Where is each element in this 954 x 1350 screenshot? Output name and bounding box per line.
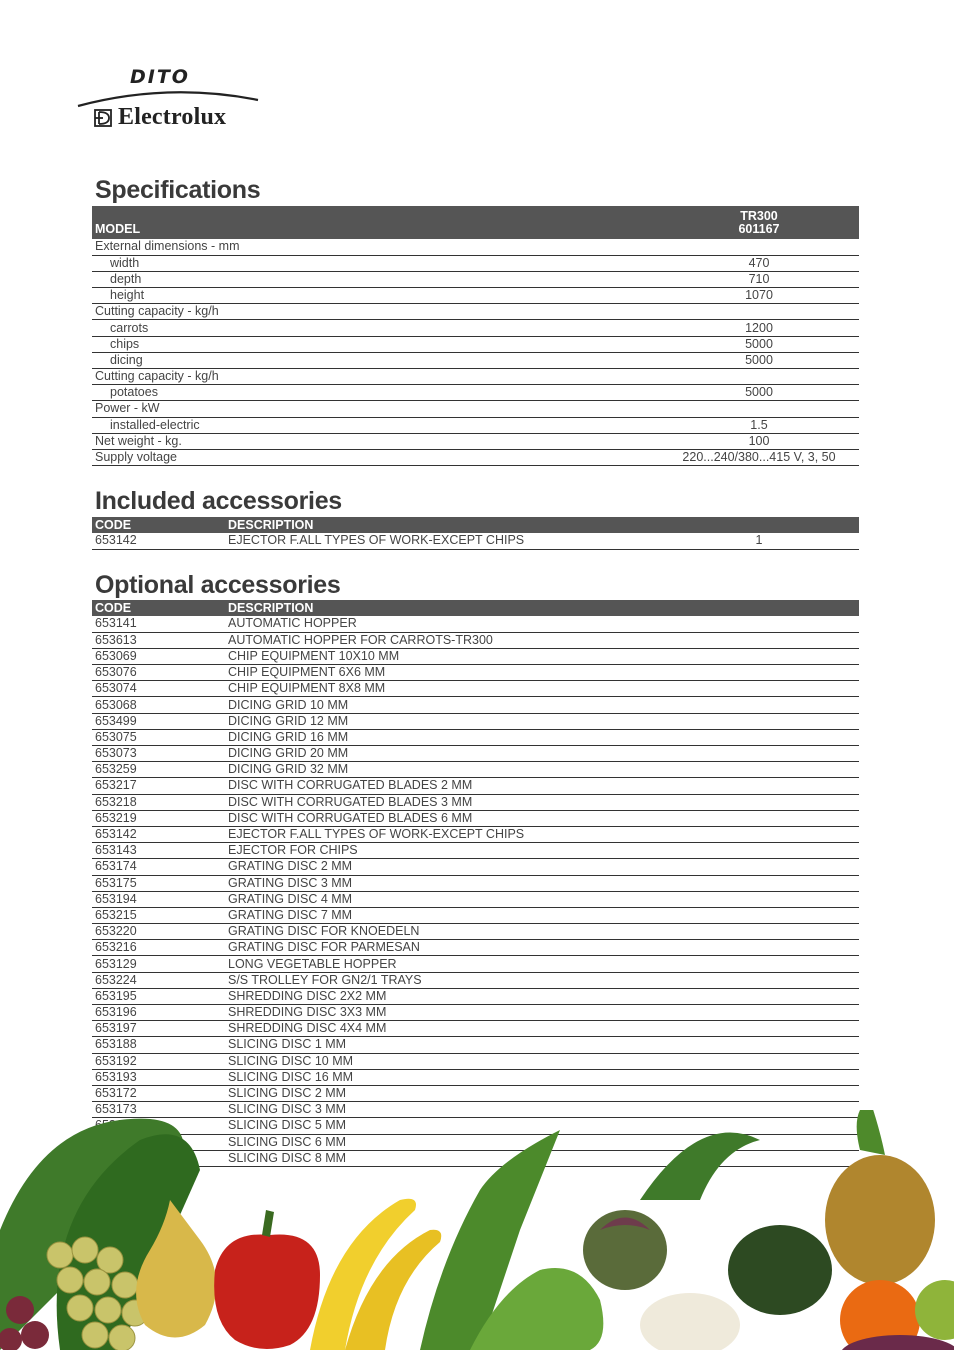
accessory-code: 653143 xyxy=(92,843,225,859)
accessory-description: DISC WITH CORRUGATED BLADES 6 MM xyxy=(225,810,859,826)
spec-value: 5000 xyxy=(659,385,859,401)
accessory-code: 653188 xyxy=(92,1037,225,1053)
model-code: 601167 xyxy=(738,222,780,236)
table-header xyxy=(92,517,859,533)
table-row xyxy=(92,940,859,956)
table-row xyxy=(92,1069,859,1085)
spec-value: 710 xyxy=(659,271,859,287)
accessory-description: SLICING DISC 5 MM xyxy=(225,1118,859,1134)
accessory-description: SHREDDING DISC 3X3 MM xyxy=(225,1005,859,1021)
spec-row xyxy=(92,239,859,255)
accessory-description: DICING GRID 10 MM xyxy=(225,697,859,713)
accessory-code: 653224 xyxy=(92,972,225,988)
included-accessories-title: Included accessories xyxy=(95,487,342,515)
spec-row xyxy=(92,255,859,271)
spec-value: 100 xyxy=(659,433,859,449)
accessory-description: AUTOMATIC HOPPER xyxy=(225,616,859,632)
accessory-description: SLICING DISC 2 MM xyxy=(225,1085,859,1101)
accessory-code: 653220 xyxy=(92,924,225,940)
accessory-description: SLICING DISC 1 MM xyxy=(225,1037,859,1053)
accessory-description: GRATING DISC 4 MM xyxy=(225,891,859,907)
spec-row xyxy=(92,369,859,385)
table-row xyxy=(92,859,859,875)
model-value-header xyxy=(659,206,859,239)
accessory-description: GRATING DISC 7 MM xyxy=(225,907,859,923)
accessory-code: 653142 xyxy=(92,533,225,549)
accessory-code: 653073 xyxy=(92,746,225,762)
spec-row xyxy=(92,433,859,449)
spec-row xyxy=(92,401,859,417)
description-column-header: DESCRIPTION xyxy=(228,601,314,615)
spec-value: 220...240/380...415 V, 3, 50 xyxy=(659,449,859,465)
model-column-header: MODEL xyxy=(95,222,141,236)
table-header xyxy=(92,600,859,616)
accessory-description: DISC WITH CORRUGATED BLADES 3 MM xyxy=(225,794,859,810)
table-row xyxy=(92,1037,859,1053)
accessory-code: 653259 xyxy=(92,762,225,778)
accessory-description: GRATING DISC 2 MM xyxy=(225,859,859,875)
spec-row xyxy=(92,271,859,287)
accessory-code: 653074 xyxy=(92,681,225,697)
electrolux-symbol-icon xyxy=(94,109,112,127)
table-row xyxy=(92,972,859,988)
accessory-description: DICING GRID 16 MM xyxy=(225,729,859,745)
accessory-description: DISC WITH CORRUGATED BLADES 2 MM xyxy=(225,778,859,794)
accessory-description: GRATING DISC FOR PARMESAN xyxy=(225,940,859,956)
accessory-code: 653172 xyxy=(92,1085,225,1101)
table-row xyxy=(92,1005,859,1021)
table-row xyxy=(92,681,859,697)
table-row xyxy=(92,746,859,762)
accessory-code: 653175 xyxy=(92,875,225,891)
specifications-title: Specifications xyxy=(95,176,261,204)
optional-accessories-table xyxy=(92,600,859,1167)
code-column-header: CODE xyxy=(95,518,132,532)
table-row xyxy=(92,988,859,1004)
optional-accessories-body xyxy=(92,616,859,1166)
accessory-code: 653076 xyxy=(92,665,225,681)
included-accessories-body xyxy=(92,533,859,549)
table-row xyxy=(92,762,859,778)
code-column-header: CODE xyxy=(95,601,132,615)
table-row xyxy=(92,665,859,681)
spec-label: Power - kW xyxy=(92,401,659,417)
table-row xyxy=(92,924,859,940)
brand-logo xyxy=(76,66,260,132)
spec-value: 1200 xyxy=(659,320,859,336)
accessory-code: 653219 xyxy=(92,810,225,826)
accessory-code: 653069 xyxy=(92,648,225,664)
accessory-code: 653174 xyxy=(92,859,225,875)
spec-label: chips xyxy=(92,336,659,352)
spec-value: 1.5 xyxy=(659,417,859,433)
accessory-code: 653173 xyxy=(92,1102,225,1118)
table-row xyxy=(92,697,859,713)
spec-value: 5000 xyxy=(659,352,859,368)
table-row xyxy=(92,956,859,972)
spec-value xyxy=(659,401,859,417)
spec-label: Net weight - kg. xyxy=(92,433,659,449)
accessory-description: SLICING DISC 6 MM xyxy=(225,1134,859,1150)
accessory-description: DICING GRID 12 MM xyxy=(225,713,859,729)
spec-label: dicing xyxy=(92,352,659,368)
accessory-description: SLICING DISC 8 MM xyxy=(225,1150,859,1166)
table-header xyxy=(92,206,859,239)
accessory-description: CHIP EQUIPMENT 6X6 MM xyxy=(225,665,859,681)
table-row xyxy=(92,1021,859,1037)
accessory-description: SLICING DISC 3 MM xyxy=(225,1102,859,1118)
accessory-description: CHIP EQUIPMENT 8X8 MM xyxy=(225,681,859,697)
accessory-code: 653195 xyxy=(92,988,225,1004)
spec-row xyxy=(92,352,859,368)
accessory-description: SHREDDING DISC 2X2 MM xyxy=(225,988,859,1004)
accessory-code: 653192 xyxy=(92,1053,225,1069)
accessory-code: 653194 xyxy=(92,891,225,907)
accessory-description: EJECTOR F.ALL TYPES OF WORK-EXCEPT CHIPS xyxy=(225,826,859,842)
accessory-description: EJECTOR FOR CHIPS xyxy=(225,843,859,859)
accessory-code: 653068 xyxy=(92,697,225,713)
accessory-code: 653218 xyxy=(92,794,225,810)
accessory-description: SLICING DISC 10 MM xyxy=(225,1053,859,1069)
accessory-code: 653215 xyxy=(92,907,225,923)
accessory-description: EJECTOR F.ALL TYPES OF WORK-EXCEPT CHIPS xyxy=(225,533,659,549)
accessory-code: 653499 xyxy=(92,713,225,729)
vegetables-banner-image xyxy=(0,1110,954,1350)
accessory-description: SLICING DISC 16 MM xyxy=(225,1069,859,1085)
accessory-description: S/S TROLLEY FOR GN2/1 TRAYS xyxy=(225,972,859,988)
accessory-code: 653217 xyxy=(92,778,225,794)
accessory-description: SHREDDING DISC 4X4 MM xyxy=(225,1021,859,1037)
accessory-description: DICING GRID 20 MM xyxy=(225,746,859,762)
spec-label: installed-electric xyxy=(92,417,659,433)
spec-row xyxy=(92,320,859,336)
spec-row xyxy=(92,288,859,304)
included-accessories-table xyxy=(92,517,859,550)
spec-label: External dimensions - mm xyxy=(92,239,659,255)
spec-value xyxy=(659,369,859,385)
accessory-description: GRATING DISC FOR KNOEDELN xyxy=(225,924,859,940)
spec-label: width xyxy=(92,255,659,271)
spec-row xyxy=(92,417,859,433)
spec-row xyxy=(92,385,859,401)
accessory-description: GRATING DISC 3 MM xyxy=(225,875,859,891)
description-column-header: DESCRIPTION xyxy=(228,518,314,532)
spec-row xyxy=(92,449,859,465)
accessory-description: LONG VEGETABLE HOPPER xyxy=(225,956,859,972)
table-row xyxy=(92,533,859,549)
table-row xyxy=(92,713,859,729)
accessory-code: 653196 xyxy=(92,1005,225,1021)
accessory-quantity: 1 xyxy=(659,533,859,549)
spec-value: 5000 xyxy=(659,336,859,352)
accessory-code: 653142 xyxy=(92,826,225,842)
spec-label: Supply voltage xyxy=(92,449,659,465)
table-row xyxy=(92,875,859,891)
spec-label: depth xyxy=(92,271,659,287)
table-row xyxy=(92,826,859,842)
accessory-description: CHIP EQUIPMENT 10X10 MM xyxy=(225,648,859,664)
spec-value: 1070 xyxy=(659,288,859,304)
spec-label: Cutting capacity - kg/h xyxy=(92,369,659,385)
accessory-code: 653197 xyxy=(92,1021,225,1037)
spec-label: Cutting capacity - kg/h xyxy=(92,304,659,320)
table-row xyxy=(92,907,859,923)
accessory-code: 653129 xyxy=(92,956,225,972)
table-row xyxy=(92,810,859,826)
accessory-code: 653193 xyxy=(92,1069,225,1085)
spec-label: height xyxy=(92,288,659,304)
spec-row xyxy=(92,304,859,320)
accessory-code: 653141 xyxy=(92,616,225,632)
spec-value xyxy=(659,304,859,320)
accessory-description: AUTOMATIC HOPPER FOR CARROTS-TR300 xyxy=(225,632,859,648)
specifications-body xyxy=(92,239,859,466)
accessory-description: DICING GRID 32 MM xyxy=(225,762,859,778)
model-name: TR300 xyxy=(740,209,778,223)
accessory-code: 653216 xyxy=(92,940,225,956)
accessory-code: 653613 xyxy=(92,632,225,648)
spec-label: carrots xyxy=(92,320,659,336)
optional-accessories-title: Optional accessories xyxy=(95,571,341,599)
table-row xyxy=(92,1053,859,1069)
table-row xyxy=(92,843,859,859)
table-row xyxy=(92,891,859,907)
table-row xyxy=(92,648,859,664)
table-row xyxy=(92,778,859,794)
table-row xyxy=(92,1085,859,1101)
brand-wordmark: Electrolux xyxy=(118,104,227,130)
spec-row xyxy=(92,336,859,352)
spec-label: potatoes xyxy=(92,385,659,401)
specifications-table xyxy=(92,206,859,466)
table-row xyxy=(92,794,859,810)
spec-value xyxy=(659,239,859,255)
table-row xyxy=(92,632,859,648)
table-row xyxy=(92,616,859,632)
table-row xyxy=(92,729,859,745)
accessory-code: 653075 xyxy=(92,729,225,745)
spec-value: 470 xyxy=(659,255,859,271)
sub-brand-wordmark: DITO xyxy=(130,66,190,88)
